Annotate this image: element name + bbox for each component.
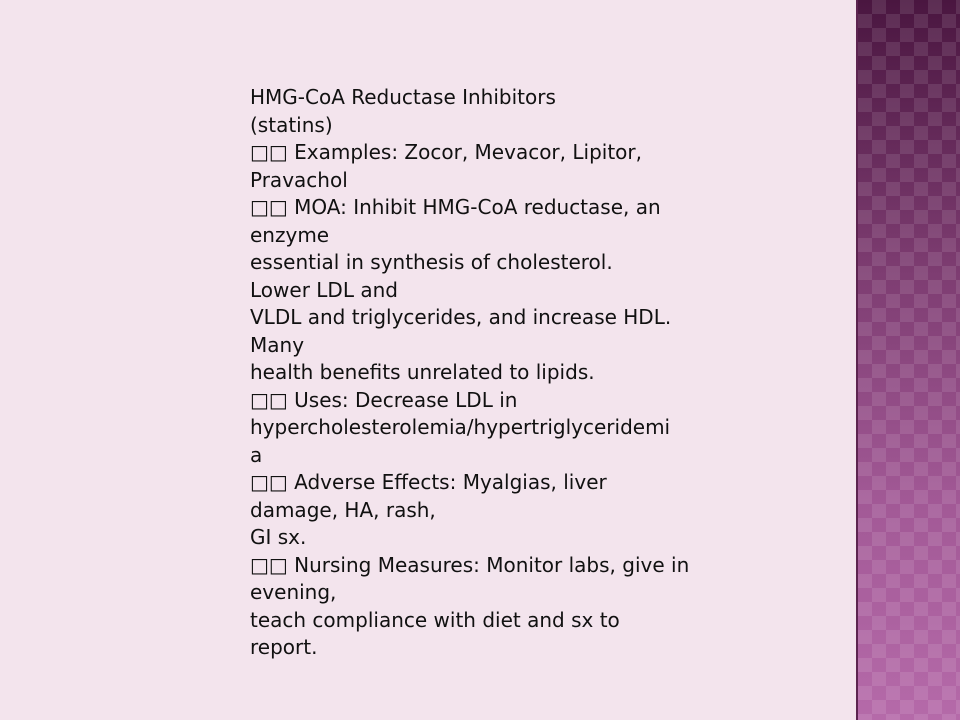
text-line: damage, HA, rash, — [250, 497, 436, 522]
decorative-side-panel — [856, 0, 960, 720]
text-line: evening, — [250, 580, 337, 604]
text-line: hypercholesterolemia/hypertriglyceridemi — [250, 415, 671, 439]
slide-body-text — [250, 84, 720, 662]
text-line: essential in synthesis of cholesterol. — [250, 250, 613, 274]
text-line: enzyme — [250, 222, 330, 247]
text-line: HMG-CoA Reductase Inhibitors — [250, 85, 556, 109]
text-line: (statins) — [250, 112, 333, 137]
text-line: GI sx. — [250, 525, 307, 549]
text-line: teach compliance with diet and sx to — [250, 607, 620, 632]
text-line: □□ Uses: Decrease LDL in — [250, 387, 518, 412]
text-line: Many — [250, 332, 305, 357]
text-line: Pravachol — [250, 167, 348, 192]
text-line: report. — [250, 635, 318, 659]
text-line: □□ MOA: Inhibit HMG-CoA reductase, an — [250, 195, 661, 219]
text-line: □□ Adverse Effects: Myalgias, liver — [250, 470, 607, 494]
text-line: a — [250, 442, 263, 467]
text-line: □□ Nursing Measures: Monitor labs, give in — [250, 552, 690, 577]
text-line: VLDL and triglycerides, and increase HDL. — [250, 305, 672, 329]
text-line: □□ Examples: Zocor, Mevacor, Lipitor, — [250, 140, 642, 164]
text-line: health benefits unrelated to lipids. — [250, 360, 595, 384]
text-line: Lower LDL and — [250, 277, 398, 302]
